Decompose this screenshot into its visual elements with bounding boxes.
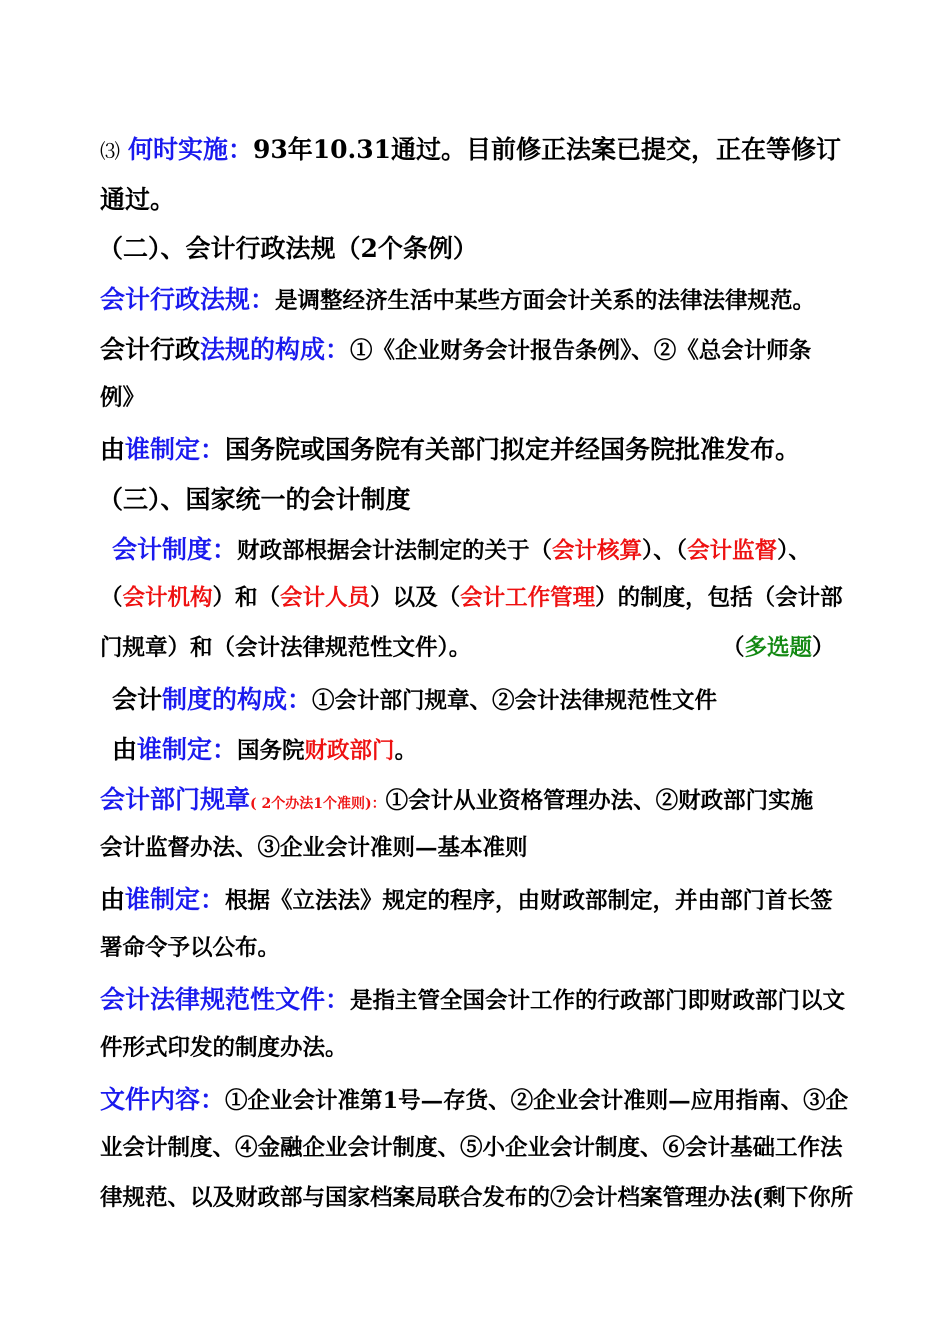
- term-label: 制度的构成：: [162, 685, 313, 714]
- term-label: 谁制定：: [125, 435, 226, 464]
- para-system-composition: [112, 687, 717, 713]
- para-text: ①会计从业资格管理办法、②财政部门实施: [385, 788, 814, 814]
- para-doc-contents-line1: [100, 1087, 848, 1113]
- para-accounting-system-line1: [112, 537, 811, 563]
- para-doc-contents-line2: 业会计制度、④金融企业会计制度、⑤小企业会计制度、⑥会计基础工作法: [100, 1135, 843, 1161]
- para-text: （: [100, 585, 123, 611]
- para-who-made-3-line2: 署命令予以公布。: [100, 935, 281, 961]
- highlight-term: 会计机构: [122, 585, 213, 611]
- section-heading-3: （三）、国家统一的会计制度: [98, 485, 411, 514]
- term-label: 会计制度：: [112, 535, 238, 564]
- para-implementation-line1: [100, 137, 841, 162]
- para-text: ）以及（: [370, 585, 461, 611]
- para-accounting-system-line2: [100, 587, 843, 610]
- para-normative-docs-line1: [100, 987, 845, 1013]
- para-admin-regulation: [100, 287, 815, 313]
- para-implementation-line2: 通过。: [100, 185, 176, 214]
- section-heading-2: （二）、会计行政法规（2个条例）: [98, 234, 478, 263]
- para-text: 是指主管全国会计工作的行政部门即财政部门以文: [350, 988, 846, 1014]
- para-regulation-composition-line1: [100, 337, 811, 363]
- para-text: ）和（: [212, 585, 281, 611]
- term-label: 谁制定：: [125, 885, 226, 914]
- term-label: 文件内容：: [100, 1085, 226, 1114]
- para-prefix: 会计: [112, 685, 163, 714]
- para-prefix: 由: [100, 435, 126, 464]
- para-text: 国务院或国务院有关部门拟定并经国务院批准发布。: [225, 435, 801, 464]
- highlight-term: 会计人员: [280, 585, 371, 611]
- para-normative-docs-line2: 件形式印发的制度办法。: [100, 1035, 348, 1061]
- question-type-badge: （多选题）: [722, 635, 835, 661]
- para-text: 93年10.31通过。目前修正法案已提交，正在等修订: [252, 135, 842, 164]
- para-text: 门规章）和（会计法律规范性文件）。: [100, 635, 472, 661]
- para-text: 财政部根据会计法制定的关于（: [237, 538, 553, 564]
- para-text: ）、: [777, 538, 811, 564]
- term-label: 何时实施：: [127, 135, 253, 164]
- highlight-term: 财政部门: [304, 738, 395, 764]
- para-text: 国务院: [237, 738, 305, 764]
- term-label: 会计法律规范性文件：: [100, 985, 351, 1014]
- para-text: ①企业会计准第1号—存货、②企业会计准则—应用指南、③企: [225, 1088, 849, 1114]
- para-accounting-system-line3: [100, 637, 471, 660]
- para-who-made-3-line1: [100, 887, 833, 913]
- para-text: 根据《立法法》规定的程序，由财政部制定，并由部门首长签: [225, 888, 833, 914]
- term-label: 法规的构成：: [200, 335, 351, 364]
- para-prefix: 由: [100, 885, 126, 914]
- para-text: ①《企业财务会计报告条例》、②《总会计师条: [350, 338, 812, 364]
- item-number: ⑶: [100, 139, 120, 163]
- para-text: ）、（: [642, 538, 688, 564]
- para-text: ①会计部门规章、②会计法律规范性文件: [312, 688, 718, 714]
- term-label: 会计部门规章: [100, 785, 251, 814]
- highlight-term: 会计核算: [552, 538, 643, 564]
- para-who-made-2: [112, 737, 417, 763]
- para-who-made-1: [100, 437, 800, 462]
- highlight-term: 会计工作管理: [460, 585, 596, 611]
- badge-text: 多选题: [744, 635, 813, 661]
- para-dept-rules-line2: 会计监督办法、③企业会计准则—基本准则: [100, 835, 528, 861]
- para-text: 是调整经济生活中某些方面会计关系的法律法律规范。: [275, 288, 816, 314]
- para-prefix: 由: [112, 735, 138, 764]
- para-text: ）的制度，包括（会计部: [595, 585, 843, 611]
- term-label: 会计行政法规：: [100, 285, 276, 314]
- para-doc-contents-line3: 律规范、以及财政部与国家档案局联合发布的⑦会计档案管理办法(剩下你所: [100, 1185, 854, 1211]
- para-prefix: 会计行政: [100, 335, 201, 364]
- term-label: 谁制定：: [137, 735, 238, 764]
- para-regulation-composition-line2: 例》: [100, 385, 146, 411]
- para-text: 。: [394, 738, 418, 764]
- term-note: ( 2个办法1个准则)：: [250, 796, 386, 812]
- highlight-term: 会计监督: [687, 538, 778, 564]
- para-dept-rules-line1: [100, 787, 813, 813]
